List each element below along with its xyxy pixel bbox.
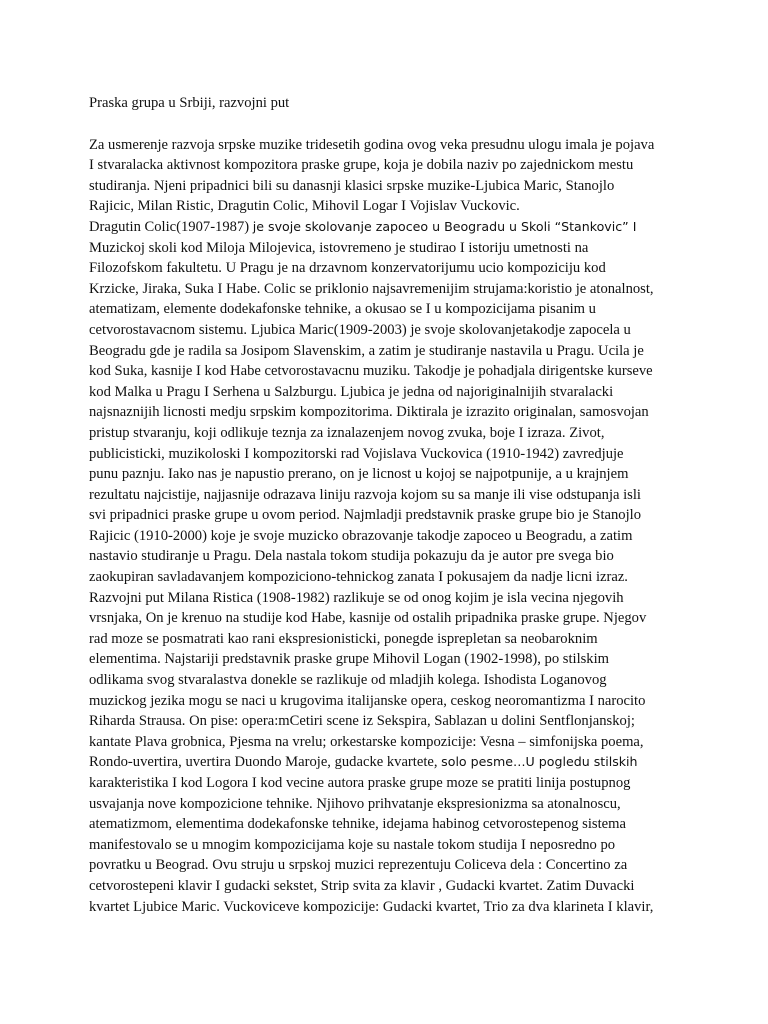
text-line: atematizam, elemente dodekafonske tehnike, a okusao se I u kompozicijama pisanim u [89,301,596,318]
text-segment: Dragutin Colic(1907-1987) [89,218,250,235]
text-line: Razvojni put Milana Ristica (1908-1982) razlikuje se od onog kojim je isla vecina njegovih [89,589,624,606]
text-segment-alt-font: solo pesme…U pogledu stilskih [441,754,638,770]
text-line: punu paznju. Iako nas je napustio prerano, on je licnost u kojoj se najpotpunije, a u krajnjem [89,466,629,483]
text-line: Rajicic (1910-2000) koje je svoje muzicko obrazovanje takodje zapoceo u Beogradu, a zatim [89,527,633,544]
text-segment-alt-font: je svoje skolovanje zapoceo u Beogradu u Skoli “Stankovic” I [252,218,637,234]
text-line: muzickog jezika mogu se naci u krugovima italijanske opera, ceskog neoromantizma I narocito [89,692,646,709]
text-line: najsnaznijih licnosti medju srpskim kompozitorima. Diktirala je izrazito originalan, samosvojan [89,404,649,421]
text-line: cetvorostepeni klavir I gudacki sekstet, Strip svita za klavir , Gudacki kvartet. Zatim Duvacki [89,877,635,894]
text-line: kantate Plava grobnica, Pjesma na vrelu; orkestarske kompozicije: Vesna – simfonijska poema, [89,733,644,750]
text-segment: Rondo-uvertira, uvertira Duondo Maroje, gudacke kvartete, [89,754,438,771]
text-line: Za usmerenje razvoja srpske muzike tridesetih godina ovog veka presudnu ulogu imala je pojava [89,136,655,153]
text-line: Beogradu gde je radila sa Josipom Slavenskim, a zatim je studiranje nastavila u Pragu. Ucila je [89,342,644,359]
text-line: Muzickoj skoli kod Miloja Milojevica, istovremeno je studirao I istoriju umetnosti na [89,239,589,256]
text-line: Filozofskom fakultetu. U Pragu je na drzavnom konzervatorijumu ucio kompoziciju kod [89,260,606,277]
text-line: manifestovalo se u mnogim kompozicijama koje su nastale tokom studija I neposredno po [89,836,616,853]
text-line: atematizmom, elementima dodekafonske tehnike, idejama habinog cetvorostepenog sistema [89,816,626,833]
document-page [89,93,689,917]
text-line: pristup stvaranju, koji odlikuje teznja za iznalazenjem novog zvuka, boje I izraza. Zivot, [89,424,605,441]
text-line: svi pripadnici praske grupe u ovom period. Najmladji predstavnik praske grupe bio je Stanojlo [89,507,642,524]
text-line: rad moze se posmatrati kao rani ekspresionisticki, ponegde isprepletan sa neobaroknim [89,630,598,647]
text-line: odlikama svog stvaralastva donekle se razlikuje od mladjih kolega. Ishodista Loganovog [89,672,607,689]
text-line: cetvorostavacnom sistemu. Ljubica Maric(1909-2003) je svoje skolovanjetakodje zapocela u [89,321,631,338]
text-line: kvartet Ljubice Maric. Vuckoviceve kompozicije: Gudacki kvartet, Trio za dva klarineta I klavir, [89,898,654,915]
text-line: Rajicic, Milan Ristic, Dragutin Colic, Mihovil Logar I Vojislav Vuckovic. [89,198,520,215]
text-line: usvajanja nove kompozicione tehnike. Njihovo prihvatanje ekspresionizma sa atonalnoscu, [89,795,621,812]
text-line: publicisticki, muzikoloski I kompozitorski rad Vojislava Vuckovica (1910-1942) zavredjuje [89,445,624,462]
text-line [89,752,689,773]
text-line: Riharda Strausa. On pise: opera:mCetiri scene iz Sekspira, Sablazan u dolini Sentflonjanskoj; [89,713,635,730]
text-line: studiranja. Njeni pripadnici bili su danasnji klasici srpske muzike-Ljubica Maric, Stanojlo [89,177,615,194]
text-line: zaokupiran savladavanjem kompoziciono-tehnickog zanata I pokusajem da nadje licni izraz. [89,569,628,586]
text-line: nastavio studiranje u Pragu. Dela nastala tokom studija pokazuju da je autor pre svega bio [89,548,614,565]
text-line: kod Malka u Pragu I Serhena u Salzburgu. Ljubica je jedna od najoriginalnijih stvaralacki [89,383,614,400]
text-line: Krzicke, Jiraka, Suka I Habe. Colic se priklonio najsavremenijim strujama:koristio je atonalnost, [89,280,654,297]
text-line: povratku u Beograd. Ovu struju u srpskoj muzici reprezentuju Coliceva dela : Concertino za [89,857,628,874]
text-line: elementima. Najstariji predstavnik praske grupe Mihovil Logan (1902-1998), po stilskim [89,651,610,668]
text-line: vrsnjaka, On je krenuo na studije kod Habe, kasnije od ostalih pripadnika praske grupe. Njegov [89,610,647,627]
document-body [89,135,689,918]
text-line: I stvaralacka aktivnost kompozitora praske grupe, koja je dobila naziv po zajednickom mestu [89,157,634,174]
text-line: kod Suka, kasnije I kod Habe cetvorostavacnu muziku. Takodje je pohadjala dirigentske kurseve [89,363,653,380]
text-line: rezultatu najcistije, najjasnije odrazava liniju razvoja kojom su sa manje ili vise odstupanja isli [89,486,641,503]
text-line [89,217,689,238]
text-line: karakteristika I kod Logora I kod vecine autora praske grupe moze se pratiti linija postupnog [89,775,631,791]
document-title: Praska grupa u Srbiji, razvojni put [89,95,290,111]
